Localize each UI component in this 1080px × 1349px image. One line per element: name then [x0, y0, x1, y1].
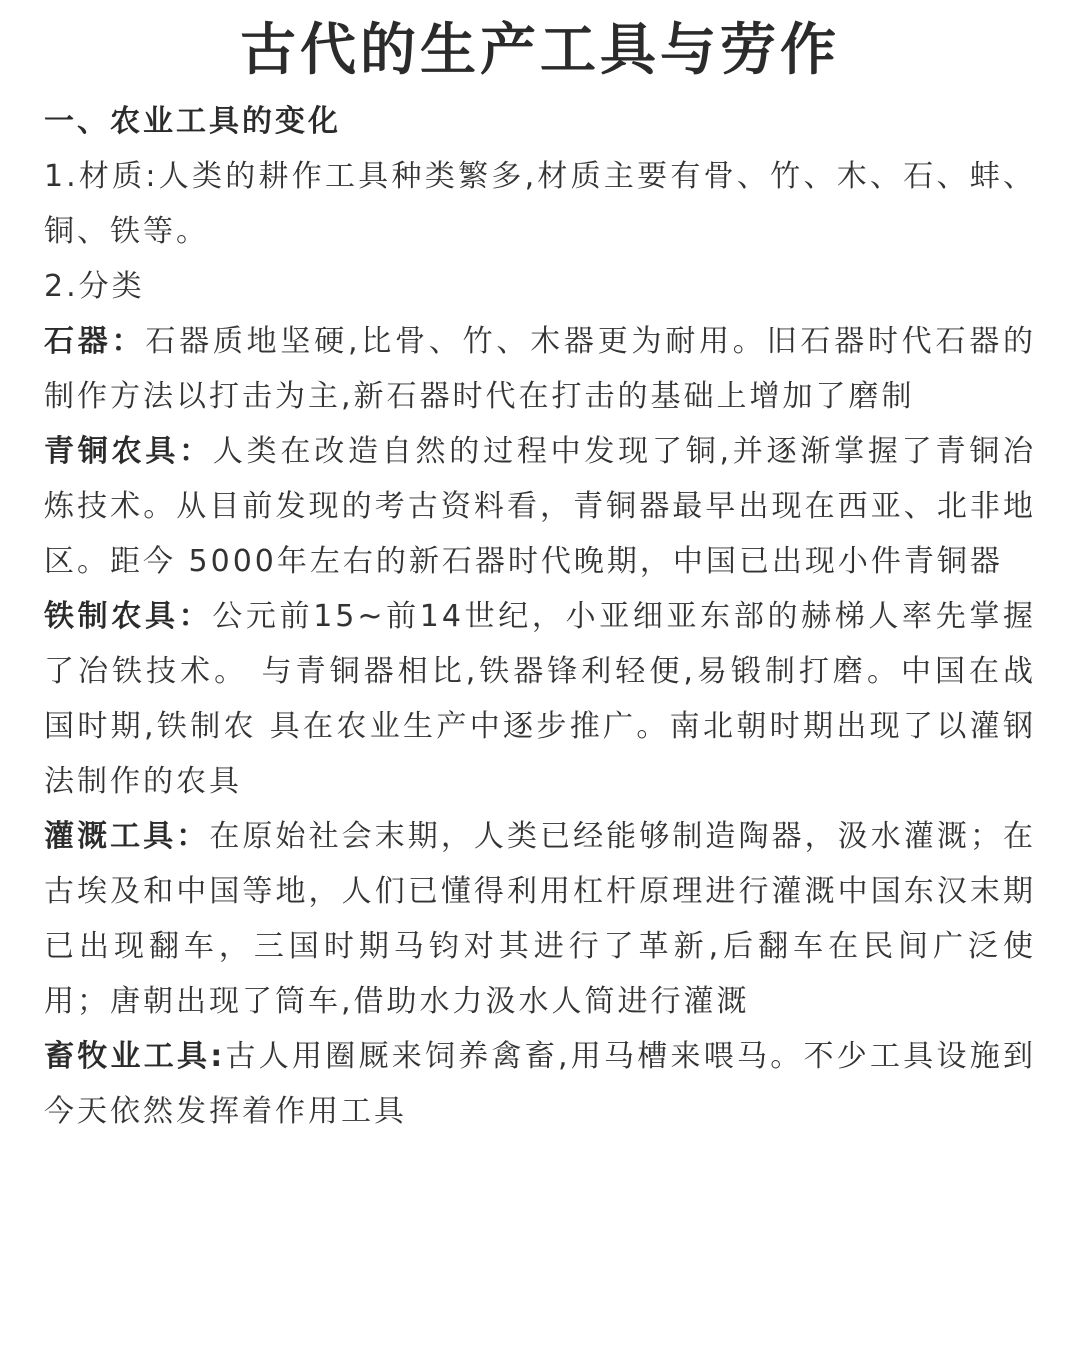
livestock-tools-term: 畜牧业工具: [44, 1039, 226, 1074]
iron-tools-term: 铁制农具： [44, 599, 213, 634]
page-title: 古代的生产工具与劳作 [240, 18, 840, 83]
bronze-tools-text: 人类在改造自然的过程中发现了铜,并逐渐掌握了青铜冶炼技术。从目前发现的考古资料看，青铜器最早出现在西亚、北非地区。距今 5000年左右的新石器时代晚期，中国已出现小件青铜器 [44, 434, 1036, 579]
iron-tools-text: 公元前15~前14世纪，小亚细亚东部的赫梯人率先掌握了冶铁技术。 与青铜器相比,铁器锋利轻便,易锻制打磨。中国在战国时期,铁制农 具在农业生产中逐步推广。南北朝时期出现了以灌钢法制作的农具 [44, 599, 1037, 799]
irrigation-tools-text: 在原始社会末期，人类已经能够制造陶器，汲水灌溉；在古埃及和中国等地，人们已懂得利用杠杆原理进行灌溉中国东汉末期已出现翻车，三国时期马钧对其进行了革新,后翻车在民间广泛使用；唐朝出现了筒车,借助水力汲水人简进行灌溉 [44, 819, 1037, 1019]
stone-tools-term: 石器： [44, 324, 146, 359]
livestock-tools-text: 古人用圈厩来饲养禽畜,用马槽来喂马。不少工具设施到今天依然发挥着作用工具 [44, 1039, 1036, 1129]
bronze-tools-term: 青铜农具： [44, 434, 213, 469]
irrigation-tools-paragraph [44, 809, 1036, 1029]
bronze-tools-paragraph [44, 424, 1036, 589]
stone-tools-text: 石器质地坚硬,比骨、竹、木器更为耐用。旧石器时代石器的制作方法以打击为主,新石器时代在打击的基础上增加了磨制 [44, 324, 1036, 414]
article-body [44, 94, 1036, 1139]
livestock-tools-paragraph [44, 1029, 1036, 1139]
category-heading: 2.分类 [44, 269, 145, 304]
stone-tools-paragraph [44, 314, 1036, 424]
irrigation-tools-term: 灌溉工具： [44, 819, 210, 854]
iron-tools-paragraph [44, 589, 1036, 809]
section-heading: 一、农业工具的变化 [44, 104, 341, 139]
material-paragraph: 1.材质:人类的耕作工具种类繁多,材质主要有骨、竹、木、石、蚌、铜、铁等。 [44, 159, 1036, 249]
